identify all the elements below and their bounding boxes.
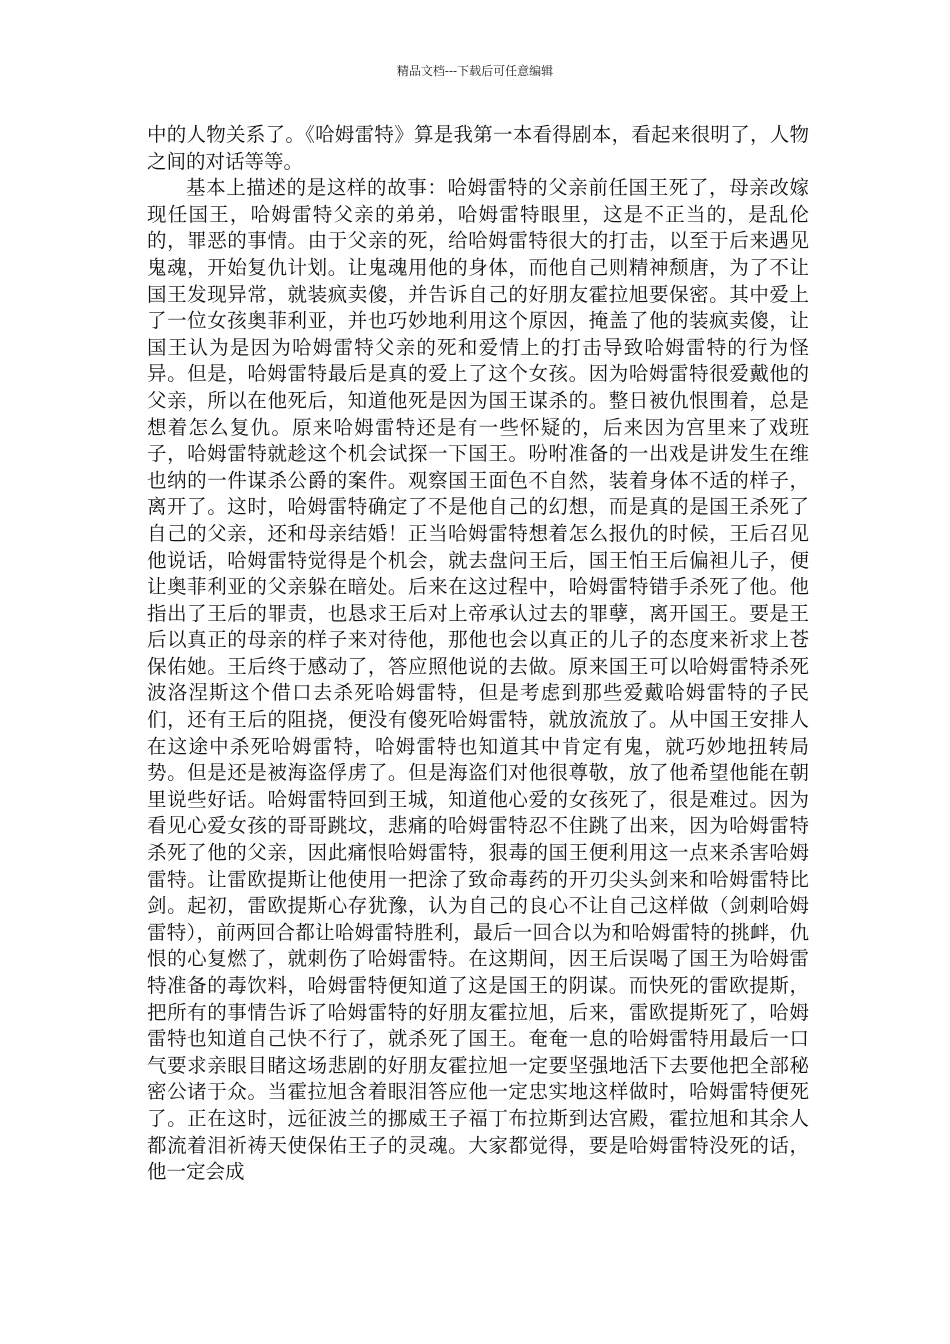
paragraph-story-summary: 基本上描述的是这样的故事：哈姆雷特的父亲前任国王死了，母亲改嫁现任国王，哈姆雷特父亲的弟弟，哈姆雷特眼里，这是不正当的，是乱伦的，罪恶的事情。由于父亲的死，给哈姆雷特很大的打击，以至于后来遇见鬼魂，开始复仇计划。让鬼魂用他的身体，而他自己则精神颓唐，为了不让国王发现异常，就装疯卖傻，并告诉自己的好朋友霍拉旭要保密。其中爱上了一位女孩奥菲利亚，并也巧妙地利用这个原因，掩盖了他的装疯卖傻，让国王认为是因为哈姆雷特父亲的死和爱情上的打击导致哈姆雷特的行为怪异。但是，哈姆雷特最后是真的爱上了这个女孩。因为哈姆雷特很爱戴他的父亲，所以在他死后，知道他死是因为国王谋杀的。整日被仇恨围着，总是想着怎么复仇。原来哈姆雷特还是有一些怀疑的，后来因为宫里来了戏班子，哈姆雷特就趁这个机会试探一下国王。吩咐准备的一出戏是讲发生在维也纳的一件谋杀公爵的案件。观察国王面色不自然，装着身体不适的样子，离开了。这时，哈姆雷特确定了不是他自己的幻想，而是真的是国王杀死了自己的父亲，还和母亲结婚！正当哈姆雷特想着怎么报仇的时候，王后召见他说话，哈姆雷特觉得是个机会，就去盘问王后，国王怕王后偏袒儿子，便让奥菲利亚的父亲躲在暗处。后来在这过程中，哈姆雷特错手杀死了他。他指出了王后的罪责，也恳求王后对上帝承认过去的罪孽，离开国王。要是王后以真正的母亲的样子来对待他，那他也会以真正的儿子的态度来祈求上苍保佑她。王后终于感动了，答应照他说的去做。原来国王可以哈姆雷特杀死波洛涅斯这个借口去杀死哈姆雷特，但是考虑到那些爱戴哈姆雷特的子民们，还有王后的阻挠，便没有傻死哈姆雷特，就放流放了。从中国王安排人在这途中杀死哈姆雷特，哈姆雷特也知道其中肯定有鬼，就巧妙地扭转局势。但是还是被海盗俘虏了。但是海盗们对他很尊敬，放了他希望他能在朝里说些好话。哈姆雷特回到王城，知道他心爱的女孩死了，很是难过。因为看见心爱女孩的哥哥跳坟，悲痛的哈姆雷特忍不住跳了出来，因为哈姆雷特杀死了他的父亲，因此痛恨哈姆雷特，狠毒的国王便利用这一点来杀害哈姆雷特。让雷欧提斯让他使用一把涂了致命毒药的开刃尖头剑来和哈姆雷特比剑。起初，雷欧提斯心存犹豫，认为自己的良心不让自己这样做（剑刺哈姆雷特），前两回合都让哈姆雷特胜利，最后一回合以为和哈姆雷特的挑衅，仇恨的心复燃了，就刺伤了哈姆雷特。在这期间，因王后误喝了国王为哈姆雷特准备的毒饮料，哈姆雷特便知道了这是国王的阴谋。而快死的雷欧提斯，把所有的事情告诉了哈姆雷特的好朋友霍拉旭，后来，雷欧提斯死了，哈姆雷特也知道自己快不行了，就杀死了国王。奄奄一息的哈姆雷特用最后一口气要求亲眼目睹这场悲剧的好朋友霍拉旭一定要坚强地活下去要他把全部秘密公诸于众。当霍拉旭含着眼泪答应他一定忠实地这样做时，哈姆雷特便死了。正在这时，远征波兰的挪威王子福丁布拉斯到达宫殿，霍拉旭和其余人都流着泪祈祷天使保佑王子的灵魂。大家都觉得，要是哈姆雷特没死的话，他一定会成: [147, 176, 809, 1184]
page-header: 精品文档---下载后可任意编辑: [396, 64, 554, 78]
paragraph-continuation: 中的人物关系了。《哈姆雷特》算是我第一本看得剧本，看起来很明了，人物之间的对话等等。: [147, 123, 809, 173]
document-body: [147, 122, 809, 1186]
